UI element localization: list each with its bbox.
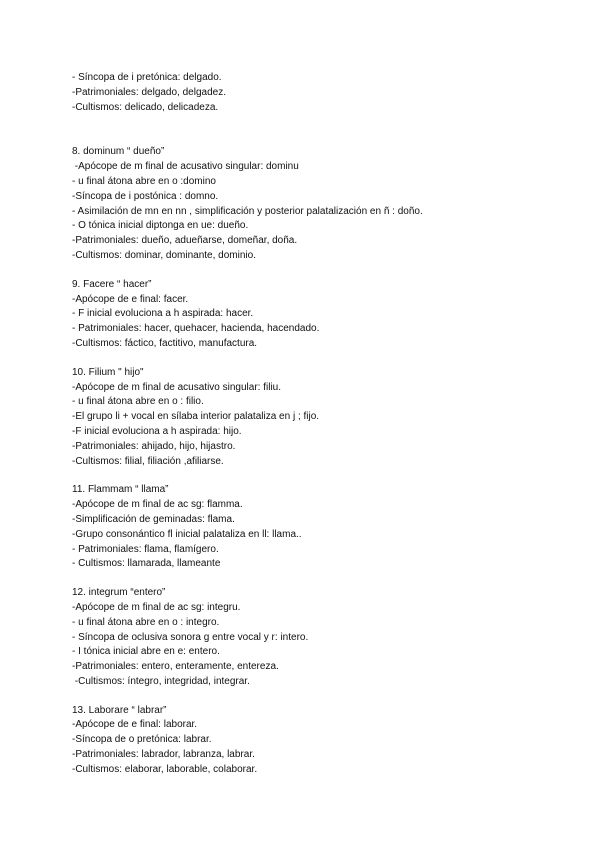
section-title: 10. Filium " hijo" bbox=[72, 366, 144, 378]
section-13 bbox=[72, 704, 542, 778]
intro-line: -Patrimoniales: delgado, delgadez. bbox=[72, 86, 226, 98]
section-line: - I tónica inicial abre en e: entero. bbox=[72, 646, 220, 658]
section-line: - Cultismos: llamarada, llameante bbox=[72, 558, 221, 570]
section-title: 9. Facere “ hacer” bbox=[72, 278, 152, 290]
intro-line: - Síncopa de i pretónica: delgado. bbox=[72, 72, 222, 83]
section-line: -Grupo consonántico fl inicial palataliza en ll: llama.. bbox=[72, 528, 302, 540]
section-line: -Apócope de m final de ac sg: integru. bbox=[72, 601, 241, 613]
section-title: 11. Flammam “ llama” bbox=[72, 484, 169, 496]
section-line: -Cultismos: fáctico, factitivo, manufactura. bbox=[72, 337, 258, 349]
section-line: -Síncopa de o pretónica: labrar. bbox=[72, 734, 212, 746]
intro-block bbox=[72, 71, 542, 115]
section-line: -F inicial evoluciona a h aspirada: hijo. bbox=[72, 425, 242, 437]
section-12 bbox=[72, 586, 542, 690]
section-line: - u final átona abre en o :domino bbox=[72, 175, 216, 187]
section-line: - u final átona abre en o : filio. bbox=[72, 396, 204, 408]
section-title: 13. Laborare “ labrar” bbox=[72, 704, 167, 716]
section-line: -Apócope de e final: facer. bbox=[72, 293, 189, 305]
section-line: -Cultismos: filial, filiación ,afiliarse. bbox=[72, 455, 224, 467]
section-line: - Patrimoniales: hacer, quehacer, hacienda, hacendado. bbox=[72, 323, 320, 335]
section-title: 12. integrum “entero” bbox=[72, 587, 166, 599]
section-line: -Patrimoniales: ahijado, hijo, hijastro. bbox=[72, 440, 236, 452]
section-line: -Síncopa de i postónica : domno. bbox=[72, 190, 219, 202]
section-line: -Patrimoniales: dueño, adueñarse, domeñar, doña. bbox=[72, 235, 298, 247]
section-line: -El grupo li + vocal en sílaba interior palataliza en j ; fijo. bbox=[72, 411, 320, 423]
section-11 bbox=[72, 483, 542, 572]
section-10 bbox=[72, 366, 542, 470]
section-line: -Apócope de e final: laborar. bbox=[72, 719, 198, 731]
section-9 bbox=[72, 278, 542, 352]
intro-line: -Cultismos: delicado, delicadeza. bbox=[72, 101, 219, 113]
section-line: -Apócope de m final de acusativo singular: filiu. bbox=[72, 381, 282, 393]
section-line: -Cultismos: íntegro, integridad, integrar. bbox=[72, 675, 250, 687]
section-line: - F inicial evoluciona a h aspirada: hacer. bbox=[72, 308, 254, 320]
section-line: - Asimilación de mn en nn , simplificación y posterior palatalización en ñ : doño. bbox=[72, 205, 423, 217]
section-line: -Simplificación de geminadas: flama. bbox=[72, 513, 235, 525]
section-line: -Cultismos: dominar, dominante, dominio. bbox=[72, 249, 256, 261]
section-line: - O tónica inicial diptonga en ue: dueño. bbox=[72, 220, 249, 232]
section-line: -Patrimoniales: labrador, labranza, labrar. bbox=[72, 749, 255, 761]
section-line: -Patrimoniales: entero, enteramente, entereza. bbox=[72, 661, 279, 673]
section-line: -Apócope de m final de acusativo singular: dominu bbox=[72, 161, 299, 173]
section-line: -Apócope de m final de ac sg: flamma. bbox=[72, 499, 243, 511]
section-line: -Cultismos: elaborar, laborable, colaborar. bbox=[72, 763, 258, 775]
section-line: - Síncopa de oclusiva sonora g entre vocal y r: intero. bbox=[72, 631, 309, 643]
section-line: - Patrimoniales: flama, flamígero. bbox=[72, 543, 219, 555]
document-page bbox=[72, 71, 542, 778]
section-title: 8. dominum “ dueño” bbox=[72, 146, 165, 158]
section-8 bbox=[72, 145, 542, 263]
section-line: - u final átona abre en o : integro. bbox=[72, 616, 220, 628]
